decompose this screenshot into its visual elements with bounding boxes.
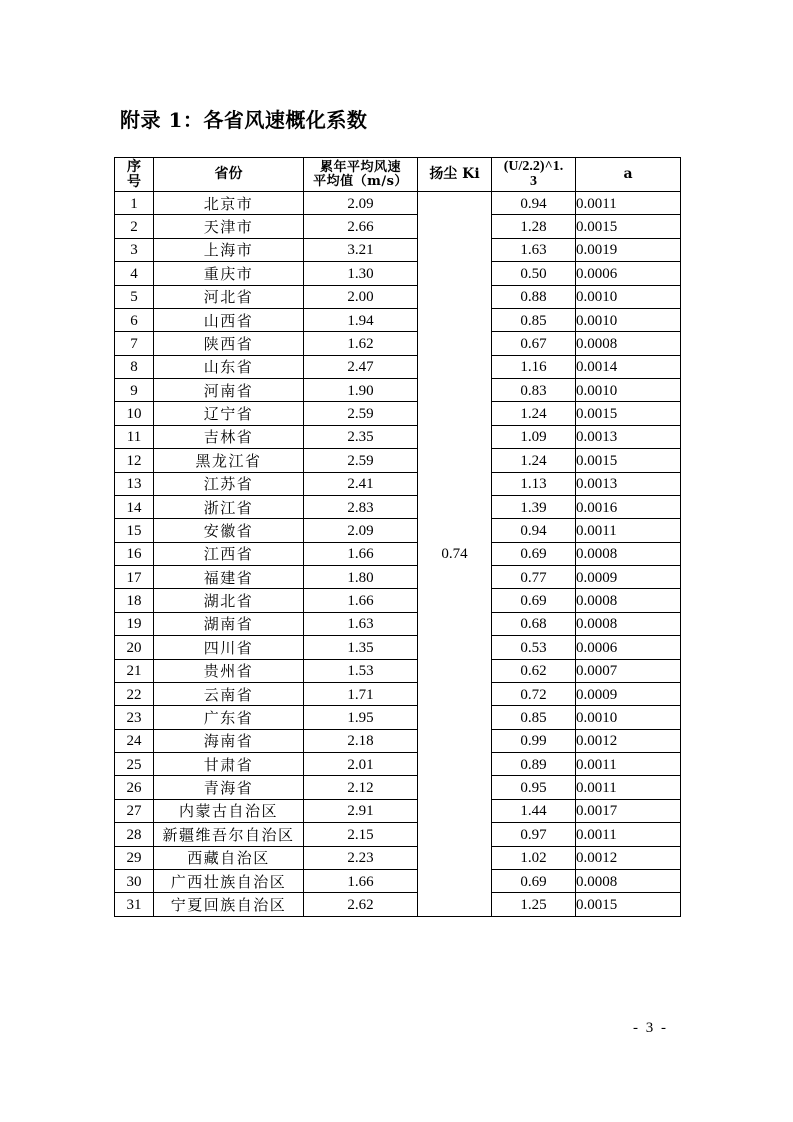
row-wind-speed: 2.59	[304, 402, 418, 425]
header-wind-speed	[304, 158, 418, 192]
table-row	[115, 729, 681, 752]
row-ratio: 1.16	[492, 355, 576, 378]
row-index: 25	[115, 753, 154, 776]
row-ratio: 0.69	[492, 869, 576, 892]
row-wind-speed: 2.23	[304, 846, 418, 869]
header-province-label: 省份	[214, 166, 243, 183]
table-row	[115, 869, 681, 892]
row-province: 湖南省	[154, 612, 304, 635]
table-body	[115, 192, 681, 917]
row-a: 0.0008	[576, 612, 681, 635]
table-row	[115, 706, 681, 729]
row-a: 0.0008	[576, 542, 681, 565]
row-wind-speed: 2.66	[304, 215, 418, 238]
row-a: 0.0012	[576, 846, 681, 869]
table-row	[115, 355, 681, 378]
row-ratio: 0.94	[492, 192, 576, 215]
row-ratio: 0.69	[492, 542, 576, 565]
row-province: 安徽省	[154, 519, 304, 542]
row-ratio: 1.44	[492, 799, 576, 822]
row-ratio: 0.97	[492, 823, 576, 846]
row-index: 24	[115, 729, 154, 752]
table-row	[115, 846, 681, 869]
row-province: 重庆市	[154, 262, 304, 285]
row-index: 16	[115, 542, 154, 565]
row-wind-speed: 2.62	[304, 893, 418, 916]
row-wind-speed: 2.12	[304, 776, 418, 799]
row-index: 17	[115, 566, 154, 589]
ki-value-cell: 0.74	[418, 192, 492, 917]
row-index: 3	[115, 238, 154, 261]
row-wind-speed: 1.66	[304, 589, 418, 612]
row-index: 23	[115, 706, 154, 729]
row-ratio: 1.39	[492, 495, 576, 518]
table-row	[115, 659, 681, 682]
row-index: 21	[115, 659, 154, 682]
row-a: 0.0015	[576, 402, 681, 425]
row-province: 上海市	[154, 238, 304, 261]
row-wind-speed: 1.95	[304, 706, 418, 729]
table-row	[115, 753, 681, 776]
row-province: 河南省	[154, 379, 304, 402]
row-a: 0.0010	[576, 285, 681, 308]
row-province: 甘肃省	[154, 753, 304, 776]
row-ratio: 0.85	[492, 308, 576, 331]
table-row	[115, 402, 681, 425]
row-province: 广东省	[154, 706, 304, 729]
row-index: 9	[115, 379, 154, 402]
row-province: 内蒙古自治区	[154, 799, 304, 822]
table-row	[115, 636, 681, 659]
header-ratio-label: (U/2.2)^1.3	[503, 158, 564, 189]
row-index: 6	[115, 308, 154, 331]
row-ratio: 0.50	[492, 262, 576, 285]
table-row	[115, 215, 681, 238]
row-wind-speed: 2.01	[304, 753, 418, 776]
row-a: 0.0019	[576, 238, 681, 261]
row-wind-speed: 2.83	[304, 495, 418, 518]
row-a: 0.0006	[576, 262, 681, 285]
row-wind-speed: 2.00	[304, 285, 418, 308]
row-a: 0.0011	[576, 519, 681, 542]
row-a: 0.0011	[576, 823, 681, 846]
row-a: 0.0017	[576, 799, 681, 822]
row-province: 黑龙江省	[154, 449, 304, 472]
table-row	[115, 589, 681, 612]
row-province: 江苏省	[154, 472, 304, 495]
row-ratio: 0.89	[492, 753, 576, 776]
row-a: 0.0008	[576, 332, 681, 355]
row-a: 0.0010	[576, 308, 681, 331]
row-index: 26	[115, 776, 154, 799]
row-wind-speed: 1.63	[304, 612, 418, 635]
row-province: 辽宁省	[154, 402, 304, 425]
header-wind-speed-line1: 累年平均风速	[319, 159, 401, 175]
header-a	[576, 158, 681, 192]
table-row	[115, 262, 681, 285]
table-row	[115, 332, 681, 355]
table-row	[115, 542, 681, 565]
row-wind-speed: 1.53	[304, 659, 418, 682]
header-ratio	[492, 158, 576, 192]
row-wind-speed: 2.18	[304, 729, 418, 752]
row-a: 0.0015	[576, 893, 681, 916]
row-province: 四川省	[154, 636, 304, 659]
row-index: 5	[115, 285, 154, 308]
row-ratio: 0.77	[492, 566, 576, 589]
table-row	[115, 285, 681, 308]
row-wind-speed: 1.90	[304, 379, 418, 402]
row-a: 0.0009	[576, 682, 681, 705]
header-a-label: a	[623, 166, 633, 183]
row-a: 0.0010	[576, 379, 681, 402]
row-ratio: 0.62	[492, 659, 576, 682]
table-row	[115, 192, 681, 215]
table-row	[115, 682, 681, 705]
row-province: 贵州省	[154, 659, 304, 682]
header-wind-speed-line2: 平均值（m/s）	[313, 173, 408, 189]
row-province: 北京市	[154, 192, 304, 215]
row-index: 1	[115, 192, 154, 215]
table-row	[115, 425, 681, 448]
row-wind-speed: 1.71	[304, 682, 418, 705]
row-ratio: 0.83	[492, 379, 576, 402]
row-a: 0.0012	[576, 729, 681, 752]
row-index: 12	[115, 449, 154, 472]
row-ratio: 0.99	[492, 729, 576, 752]
row-index: 19	[115, 612, 154, 635]
table-row	[115, 519, 681, 542]
row-province: 西藏自治区	[154, 846, 304, 869]
row-wind-speed: 1.30	[304, 262, 418, 285]
row-wind-speed: 2.35	[304, 425, 418, 448]
row-index: 8	[115, 355, 154, 378]
row-wind-speed: 1.35	[304, 636, 418, 659]
row-wind-speed: 2.15	[304, 823, 418, 846]
row-ratio: 1.24	[492, 449, 576, 472]
row-wind-speed: 1.66	[304, 869, 418, 892]
row-a: 0.0013	[576, 472, 681, 495]
header-ki-label: 扬尘 Ki	[429, 166, 480, 183]
table-row	[115, 308, 681, 331]
row-index: 14	[115, 495, 154, 518]
row-wind-speed: 2.47	[304, 355, 418, 378]
row-index: 15	[115, 519, 154, 542]
row-wind-speed: 2.09	[304, 192, 418, 215]
row-a: 0.0016	[576, 495, 681, 518]
row-wind-speed: 1.80	[304, 566, 418, 589]
row-index: 22	[115, 682, 154, 705]
row-province: 青海省	[154, 776, 304, 799]
row-province: 海南省	[154, 729, 304, 752]
wind-coefficient-table	[114, 157, 681, 917]
row-index: 30	[115, 869, 154, 892]
row-ratio: 0.67	[492, 332, 576, 355]
row-wind-speed: 2.59	[304, 449, 418, 472]
row-ratio: 0.69	[492, 589, 576, 612]
row-a: 0.0010	[576, 706, 681, 729]
row-a: 0.0008	[576, 589, 681, 612]
header-province	[154, 158, 304, 192]
page-number: - 3 -	[633, 1020, 668, 1036]
row-index: 27	[115, 799, 154, 822]
table-row	[115, 379, 681, 402]
row-a: 0.0009	[576, 566, 681, 589]
row-ratio: 1.02	[492, 846, 576, 869]
header-index-label: 序号	[127, 158, 141, 190]
table-row	[115, 449, 681, 472]
row-province: 江西省	[154, 542, 304, 565]
row-province: 吉林省	[154, 425, 304, 448]
row-province: 广西壮族自治区	[154, 869, 304, 892]
row-index: 13	[115, 472, 154, 495]
table-row	[115, 472, 681, 495]
row-a: 0.0011	[576, 192, 681, 215]
row-province: 河北省	[154, 285, 304, 308]
row-a: 0.0008	[576, 869, 681, 892]
row-ratio: 0.94	[492, 519, 576, 542]
row-index: 7	[115, 332, 154, 355]
row-province: 云南省	[154, 682, 304, 705]
table-row	[115, 566, 681, 589]
row-index: 2	[115, 215, 154, 238]
row-ratio: 1.28	[492, 215, 576, 238]
header-index	[115, 158, 154, 192]
row-ratio: 0.72	[492, 682, 576, 705]
row-a: 0.0007	[576, 659, 681, 682]
row-ratio: 0.68	[492, 612, 576, 635]
row-ratio: 0.95	[492, 776, 576, 799]
table-row	[115, 823, 681, 846]
row-a: 0.0015	[576, 449, 681, 472]
row-province: 陕西省	[154, 332, 304, 355]
row-index: 20	[115, 636, 154, 659]
row-ratio: 1.24	[492, 402, 576, 425]
row-index: 4	[115, 262, 154, 285]
row-a: 0.0011	[576, 776, 681, 799]
table-row	[115, 238, 681, 261]
row-province: 新疆维吾尔自治区	[154, 823, 304, 846]
row-ratio: 0.88	[492, 285, 576, 308]
row-wind-speed: 1.94	[304, 308, 418, 331]
row-wind-speed: 3.21	[304, 238, 418, 261]
row-a: 0.0011	[576, 753, 681, 776]
row-index: 18	[115, 589, 154, 612]
table-row	[115, 776, 681, 799]
row-wind-speed: 2.41	[304, 472, 418, 495]
row-ratio: 1.63	[492, 238, 576, 261]
table-row	[115, 495, 681, 518]
row-a: 0.0013	[576, 425, 681, 448]
row-ratio: 0.53	[492, 636, 576, 659]
row-index: 28	[115, 823, 154, 846]
row-province: 天津市	[154, 215, 304, 238]
row-ratio: 1.09	[492, 425, 576, 448]
row-province: 湖北省	[154, 589, 304, 612]
row-ratio: 1.25	[492, 893, 576, 916]
table-row	[115, 893, 681, 916]
row-wind-speed: 2.91	[304, 799, 418, 822]
table-row	[115, 799, 681, 822]
table-header-row	[115, 158, 681, 192]
table-row	[115, 612, 681, 635]
page-title: 附录 1：各省风速概化系数	[120, 108, 368, 132]
row-wind-speed: 1.62	[304, 332, 418, 355]
row-wind-speed: 2.09	[304, 519, 418, 542]
row-ratio: 1.13	[492, 472, 576, 495]
row-a: 0.0015	[576, 215, 681, 238]
row-province: 山西省	[154, 308, 304, 331]
row-index: 31	[115, 893, 154, 916]
row-index: 11	[115, 425, 154, 448]
row-index: 10	[115, 402, 154, 425]
row-a: 0.0006	[576, 636, 681, 659]
row-province: 福建省	[154, 566, 304, 589]
row-province: 宁夏回族自治区	[154, 893, 304, 916]
row-province: 山东省	[154, 355, 304, 378]
row-a: 0.0014	[576, 355, 681, 378]
row-province: 浙江省	[154, 495, 304, 518]
row-ratio: 0.85	[492, 706, 576, 729]
header-ki	[418, 158, 492, 192]
row-index: 29	[115, 846, 154, 869]
row-wind-speed: 1.66	[304, 542, 418, 565]
